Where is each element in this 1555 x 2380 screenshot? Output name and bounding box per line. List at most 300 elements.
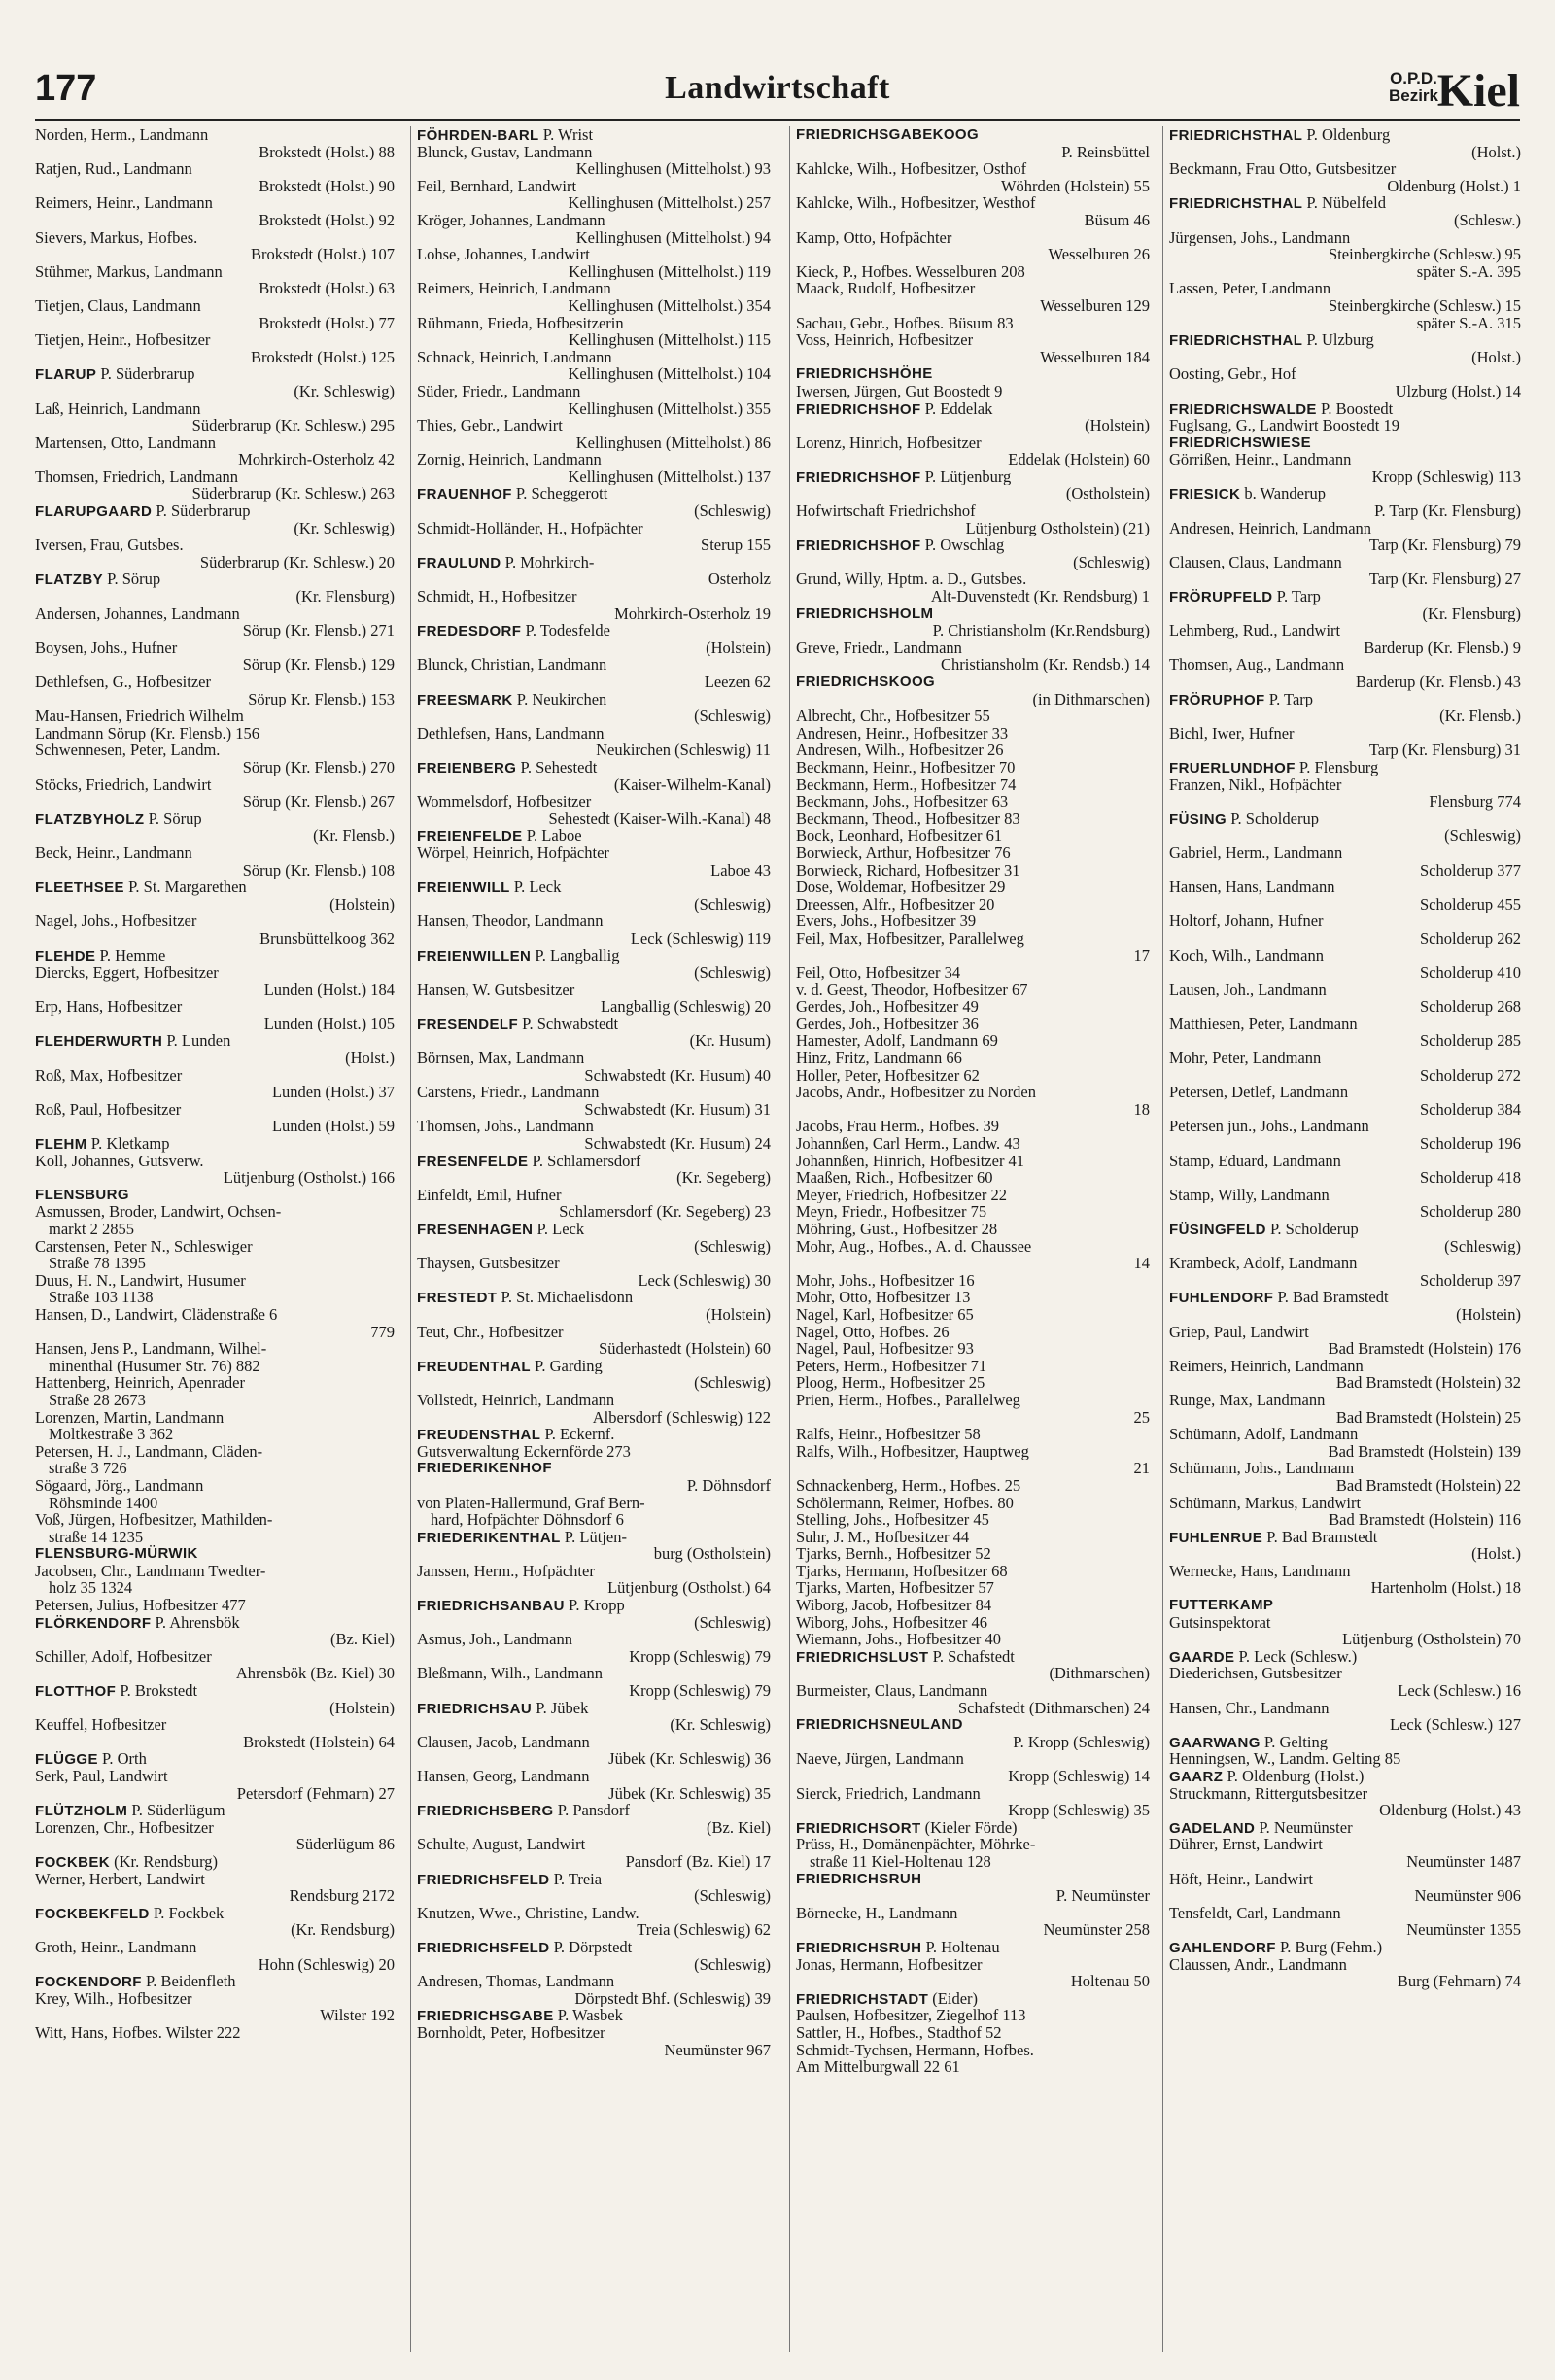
entry-location: Scholderup 384: [1419, 1100, 1521, 1119]
entry-line: Bleßmann, Wilh., Landmann: [417, 1665, 604, 1683]
place-heading: [1169, 1939, 1521, 1956]
post-office: P. Süderbrarup: [96, 365, 195, 383]
entry-line: Mau-Hansen, Friedrich Wilhelm: [35, 707, 244, 725]
post-office: P. Owschlag: [920, 536, 1005, 554]
post-office: (Kieler Förde): [920, 1818, 1018, 1837]
entry-location: P. Tarp (Kr. Flensburg): [1374, 502, 1521, 520]
entry-location: Bad Bramstedt (Holstein) 176: [1328, 1340, 1521, 1358]
entry-line: Borwieck, Richard, Hofbesitzer 31: [796, 861, 1020, 880]
entry-location: (Kr. Husum): [689, 1032, 771, 1051]
entry-line: Wiemann, Johs., Hofbesitzer 40: [796, 1631, 1002, 1648]
entry-location: (Holstein): [1085, 417, 1150, 434]
place-name: FLEHM: [35, 1136, 87, 1153]
entry-location: Scholderup 418: [1419, 1169, 1521, 1187]
entry-line: Mohr, Johs., Hofbesitzer 16: [796, 1271, 975, 1290]
place-heading: [417, 1529, 771, 1546]
entry-location: Sörup Kr. Flensb.) 153: [248, 690, 395, 708]
place-heading: [417, 554, 771, 571]
entry-location: Kellinghusen (Mittelholst.) 93: [575, 160, 771, 178]
entry-line: Gerdes, Joh., Hofbesitzer 49: [796, 998, 979, 1016]
place-name: GADELAND: [1169, 1819, 1256, 1837]
post-office: P. Flensburg: [1295, 758, 1379, 776]
entry-location: Büsum 46: [1084, 211, 1150, 229]
entry-location: Leck (Schleswig) 119: [630, 929, 771, 948]
entry-line: Dose, Woldemar, Hofbesitzer 29: [796, 879, 1006, 896]
post-office: P. Wrist: [538, 126, 594, 144]
post-office: P. Neukirchen: [512, 690, 607, 708]
entry-line: Roß, Max, Hofbesitzer: [35, 1066, 183, 1085]
entry-location: Kropp (Schleswig) 35: [1008, 1802, 1150, 1819]
entry-line: Gutsverwaltung Eckernförde 273: [417, 1442, 631, 1461]
post-office: P. St. Margarethen: [123, 879, 247, 896]
entry-location: Mohrkirch-Osterholz 42: [238, 451, 395, 468]
entry-location: Kellinghusen (Mittelholst.) 94: [575, 228, 771, 247]
entry-line: Erp, Hans, Hofbesitzer: [35, 998, 183, 1016]
entry-location: Scholderup 397: [1419, 1271, 1521, 1290]
entry-continuation: hard, Hofpächter Döhnsdorf 6: [431, 1511, 624, 1529]
entry-line: Schiller, Adolf, Hofbesitzer: [35, 1647, 212, 1666]
entry-location: (Schleswig): [694, 1613, 771, 1632]
entry-location: Hohn (Schleswig) 20: [258, 1955, 395, 1974]
entry-line: Nagel, Paul, Hofbesitzer 93: [796, 1340, 974, 1358]
entry-line: Tietjen, Claus, Landmann: [35, 296, 201, 315]
place-heading: [417, 485, 771, 502]
entry-location: P. Kropp (Schleswig): [1013, 1733, 1150, 1751]
entry-location: Süderbrarup (Kr. Schlesw.) 20: [199, 553, 395, 571]
entry-location: Neukirchen (Schleswig) 11: [596, 742, 771, 759]
entry-location: Schwabstedt (Kr. Husum) 31: [584, 1100, 771, 1119]
entry-line: Hansen, Chr., Landmann: [1169, 1699, 1330, 1717]
place-name: FUHLENRUE: [1169, 1529, 1263, 1546]
entry-location: Bad Bramstedt (Holstein) 25: [1335, 1408, 1521, 1427]
entry-line: Thomsen, Aug., Landmann: [1169, 656, 1345, 673]
place-name: FRIEDRICHSBERG: [417, 1803, 554, 1819]
entry-line: v. d. Geest, Theodor, Hofbesitzer 67: [796, 981, 1028, 999]
entry-line: Börnecke, H., Landmann: [796, 1904, 958, 1922]
post-office: P. Lütjen-: [560, 1528, 627, 1546]
entry-location: Lunden (Holst.) 105: [263, 1015, 395, 1033]
page-number: 177: [35, 68, 97, 109]
post-office: P. Schwabstedt: [518, 1015, 619, 1033]
place-name: FRUERLUNDHOF: [1169, 759, 1296, 776]
column-3: [789, 126, 1150, 2352]
entry-location: Scholderup 280: [1419, 1203, 1521, 1221]
entry-location: (Kr. Schleswig): [294, 382, 395, 400]
place-heading: [796, 126, 1150, 144]
post-office: P. Ulzburg: [1302, 331, 1374, 349]
entry-line: Henningsen, W., Landm. Gelting 85: [1169, 1750, 1401, 1768]
place-name: FLOTTHOF: [35, 1683, 117, 1700]
entry-line: Hansen, D., Landwirt, Clädenstraße 6: [35, 1305, 278, 1324]
place-heading: [417, 2007, 771, 2024]
entry-location: Sörup (Kr. Flensb.) 267: [242, 793, 395, 811]
place-name: FRIEDRICHSHOLM: [796, 604, 934, 622]
post-office: P. St. Michaelisdonn: [497, 1289, 634, 1306]
entry-location: Tarp (Kr. Flensburg) 79: [1368, 536, 1521, 554]
entry-line: Sögaard, Jörg., Landmann: [35, 1476, 204, 1495]
entry-continuation: straße 3 726: [49, 1460, 127, 1477]
entry-line: Peters, Herm., Hofbesitzer 71: [796, 1357, 987, 1375]
place-heading: [35, 1614, 395, 1632]
entry-location: Wesselburen 184: [1040, 348, 1150, 366]
place-heading: [35, 1545, 395, 1563]
entry-line: Reimers, Heinrich, Landmann: [417, 280, 611, 297]
post-office: P. Scheggerott: [511, 485, 608, 503]
entry-line: Rühmann, Frieda, Hofbesitzerin: [417, 314, 624, 332]
entry-line: Ratjen, Rud., Landmann: [35, 160, 192, 178]
post-office: (Eider): [928, 1989, 979, 2008]
entry-location: Scholderup 272: [1419, 1066, 1521, 1085]
entry-line: Schnack, Heinrich, Landmann: [417, 348, 612, 366]
entry-line: Gerdes, Joh., Hofbesitzer 36: [796, 1015, 979, 1033]
entry-line: Kröger, Johannes, Landmann: [417, 211, 605, 229]
place-name: GAARDE: [1169, 1648, 1235, 1666]
entry-location: (Holstein): [1456, 1305, 1521, 1324]
entry-line: Norden, Herm., Landmann: [35, 126, 209, 144]
entry-line: Dethlefsen, G., Hofbesitzer: [35, 673, 211, 691]
entry-line: Hansen, Hans, Landmann: [1169, 879, 1335, 896]
place-name: FLARUP: [35, 366, 97, 383]
entry-line: Johannßen, Carl Herm., Landw. 43: [796, 1135, 1020, 1153]
entry-location: Brokstedt (Holst.) 92: [259, 211, 395, 229]
entry-line: Andersen, Johannes, Landmann: [35, 604, 240, 623]
entry-line: Dührer, Ernst, Landwirt: [1169, 1836, 1323, 1853]
post-office: P. Oldenburg (Holst.): [1223, 1768, 1365, 1785]
entry-line: Thomsen, Johs., Landmann: [417, 1118, 594, 1136]
entry-location: (Holstein): [329, 1699, 395, 1717]
entry-line: Teut, Chr., Hofbesitzer: [417, 1323, 564, 1341]
entry-location: Mohrkirch-Osterholz 19: [614, 604, 771, 623]
entry-line: Stühmer, Markus, Landmann: [35, 262, 223, 281]
entry-line: Wiborg, Johs., Hofbesitzer 46: [796, 1613, 988, 1632]
post-office: P. Bad Bramstedt: [1273, 1289, 1389, 1306]
post-office: P. Langballig: [531, 947, 620, 965]
place-name: FRESTEDT: [417, 1290, 498, 1306]
entry-line: Voss, Heinrich, Hofbesitzer: [796, 331, 974, 349]
post-office: b. Wanderup: [1240, 485, 1326, 503]
entry-line: Kahlcke, Wilh., Hofbesitzer, Westhof: [796, 194, 1036, 212]
place-heading: [35, 1973, 395, 1990]
entry-line: Clausen, Jacob, Landmann: [417, 1733, 590, 1751]
entry-location: (Kr. Segeberg): [676, 1169, 771, 1187]
place-heading: [417, 622, 771, 639]
entry-line: Vollstedt, Heinrich, Landmann: [417, 1391, 615, 1409]
place-name: FLÖRKENDORF: [35, 1614, 152, 1632]
entry-line: Feil, Max, Hofbesitzer, Parallelweg: [796, 929, 1024, 948]
entry-location: 14: [1133, 1255, 1150, 1272]
entry-location: (Schleswig): [1444, 827, 1521, 845]
place-name: FRIEDRICHSWIESE: [1169, 433, 1312, 451]
column-4: [1162, 126, 1521, 2352]
entry-line: Hansen, W. Gutsbesitzer: [417, 981, 575, 999]
entry-line: Jacobsen, Chr., Landmann Twedter-: [35, 1562, 266, 1580]
entry-line: Wiborg, Jacob, Hofbesitzer 84: [796, 1597, 992, 1614]
entry-line: Andresen, Thomas, Landmann: [417, 1973, 615, 1990]
entry-location: Lunden (Holst.) 184: [263, 981, 395, 999]
entry-location: Rendsburg 2172: [289, 1887, 395, 1905]
place-heading: [417, 759, 771, 776]
entry-line: Asmus, Joh., Landmann: [417, 1631, 572, 1648]
entry-line: Sachau, Gebr., Hofbes. Büsum 83: [796, 314, 1014, 332]
entry-continuation: Straße 28 2673: [49, 1391, 146, 1409]
entry-location: Schlamersdorf (Kr. Segeberg) 23: [559, 1203, 771, 1221]
entry-location: Dörpstedt Bhf. (Schleswig) 39: [574, 1989, 771, 2008]
column-1: [35, 126, 395, 2352]
place-name: FRAULUND: [417, 554, 501, 571]
entry-location: Neumünster 1487: [1406, 1852, 1521, 1871]
post-office: P. Gelting: [1260, 1733, 1328, 1751]
entry-location: Brokstedt (Holst.) 107: [250, 246, 395, 263]
entry-line: Meyn, Friedr., Hofbesitzer 75: [796, 1203, 987, 1221]
entry-location: Alt-Duvenstedt (Kr. Rendsburg) 1: [930, 588, 1150, 605]
entry-location: Scholderup 268: [1419, 998, 1521, 1016]
post-office: P. Sörup: [103, 570, 161, 589]
entry-location: Bad Bramstedt (Holstein) 22: [1335, 1476, 1521, 1495]
place-name: FRIEDRICHSLUST: [796, 1648, 929, 1666]
entry-continuation: straße 11 Kiel-Holtenau 128: [810, 1852, 991, 1871]
place-heading: [35, 1032, 395, 1050]
post-office: P. Garding: [530, 1357, 603, 1375]
entry-line: Lassen, Peter, Landmann: [1169, 280, 1331, 297]
place-heading: [35, 502, 395, 520]
entry-line: Meyer, Friedrich, Hofbesitzer 22: [796, 1186, 1007, 1204]
entry-line: Struckmann, Rittergutsbesitzer: [1169, 1784, 1368, 1803]
entry-line: Schulte, August, Landwirt: [417, 1836, 586, 1853]
entry-location: Lütjenburg Ostholstein) (21): [965, 519, 1150, 537]
place-name: FRIEDERIKENHOF: [417, 1460, 552, 1477]
entry-line: Witt, Hans, Hofbes. Wilster 222: [35, 2023, 241, 2042]
entry-line: Holtorf, Johann, Hufner: [1169, 913, 1324, 930]
place-name: FRIEDRICHSTHAL: [1169, 195, 1303, 212]
entry-location: (Kr. Flensburg): [1422, 604, 1521, 623]
place-heading: [1169, 126, 1521, 144]
entry-line: Hattenberg, Heinrich, Apenrader: [35, 1374, 245, 1392]
entry-location: (Schleswig): [694, 1374, 771, 1392]
place-name: GAARWANG: [1169, 1734, 1261, 1751]
place-heading: [1169, 588, 1521, 605]
entry-location: Sörup (Kr. Flensb.) 270: [242, 758, 395, 776]
place-heading: [417, 1426, 771, 1443]
place-name: FLARUPGAARD: [35, 503, 153, 520]
entry-line: Koch, Wilh., Landmann: [1169, 947, 1324, 965]
entry-line: Grund, Willy, Hptm. a. D., Gutsbes.: [796, 570, 1027, 589]
entry-location: Jübek (Kr. Schleswig) 35: [608, 1784, 771, 1803]
entry-location: Bad Bramstedt (Holstein) 32: [1335, 1374, 1521, 1392]
entry-location: Tarp (Kr. Flensburg) 31: [1368, 742, 1521, 759]
place-heading: [796, 1990, 1150, 2008]
place-heading: [35, 1750, 395, 1768]
entry-location: Schafstedt (Dithmarschen) 24: [957, 1699, 1150, 1717]
place-name: FRIEDERIKENTHAL: [417, 1529, 561, 1546]
entry-location: Kropp (Schleswig) 79: [629, 1682, 771, 1700]
place-name: FUHLENDORF: [1169, 1290, 1274, 1306]
place-heading: [35, 365, 395, 383]
place-heading: [1169, 194, 1521, 212]
place-name: FRIEDRICHSTHAL: [1169, 127, 1303, 144]
entry-line: Hofwirtschaft Friedrichshof: [796, 502, 976, 520]
post-office: P. Schafstedt: [928, 1647, 1015, 1666]
entry-line: Hinz, Fritz, Landmann 66: [796, 1050, 962, 1067]
entry-line: Schümann, Markus, Landwirt: [1169, 1494, 1362, 1512]
entry-line: Carstensen, Peter N., Schleswiger: [35, 1237, 253, 1256]
bezirk-label: Bezirk: [1388, 86, 1438, 105]
entry-line: Mohr, Aug., Hofbes., A. d. Chaussee: [796, 1237, 1032, 1256]
entry-location: Schwabstedt (Kr. Husum) 24: [584, 1135, 771, 1153]
post-office: P. Scholderup: [1265, 1221, 1359, 1238]
entry-location: (Schleswig): [694, 502, 771, 520]
entry-line: Martensen, Otto, Landmann: [35, 433, 217, 452]
place-heading: [1169, 1648, 1521, 1666]
entry-location: Brokstedt (Holst.) 125: [250, 348, 395, 366]
entry-line: Feil, Otto, Hofbesitzer 34: [796, 964, 961, 982]
place-heading: [35, 570, 395, 588]
place-heading: [417, 126, 771, 144]
post-office: P. Mohrkirch-: [501, 553, 595, 571]
entry-line: Andresen, Wilh., Hofbesitzer 26: [796, 742, 1004, 759]
entry-line: Bock, Leonhard, Hofbesitzer 61: [796, 827, 1003, 845]
entry-location: Brokstedt (Holst.) 90: [259, 177, 395, 195]
place-heading: [35, 1187, 395, 1204]
place-heading: [1169, 1221, 1521, 1238]
opd-abbrev: O.P.D.: [1390, 69, 1437, 87]
entry-line: Jürgensen, Johs., Landmann: [1169, 228, 1351, 247]
entry-line: Griep, Paul, Landwirt: [1169, 1323, 1309, 1341]
entry-location: Scholderup 262: [1419, 929, 1521, 948]
entry-location: Lütjenburg (Ostholst.) 166: [223, 1169, 395, 1187]
entry-line: Wörpel, Heinrich, Hofpächter: [417, 844, 609, 862]
entry-line: Beckmann, Frau Otto, Gutsbesitzer: [1169, 160, 1397, 178]
place-name: FRIEDRICHSRUH: [796, 1870, 922, 1887]
entry-location: Hartenholm (Holst.) 18: [1370, 1579, 1521, 1598]
entry-line: Claussen, Andr., Landmann: [1169, 1955, 1347, 1974]
entry-line: Hansen, Theodor, Landmann: [417, 913, 604, 930]
entry-location: (Ostholstein): [1065, 485, 1150, 503]
entry-line: Beckmann, Heinr., Hofbesitzer 70: [796, 758, 1016, 776]
place-name: FRESENFELDE: [417, 1153, 529, 1170]
post-office: P. Süderbrarup: [152, 502, 251, 520]
entry-line: Gabriel, Herm., Landmann: [1169, 844, 1343, 862]
post-office: P. Sörup: [144, 810, 202, 828]
entry-line: Beckmann, Herm., Hofbesitzer 74: [796, 776, 1017, 794]
entry-line: Tjarks, Hermann, Hofbesitzer 68: [796, 1562, 1008, 1580]
entry-line: Lorenzen, Martin, Landmann: [35, 1408, 225, 1427]
place-heading: [417, 1460, 771, 1477]
place-heading: [796, 468, 1150, 486]
place-heading: [796, 1819, 1150, 1837]
entry-continuation: Straße 78 1395: [49, 1255, 146, 1272]
place-name: FLATZBYHOLZ: [35, 811, 145, 828]
place-name: FRIEDRICHSFELD: [417, 1871, 550, 1888]
place-name: FLENSBURG-MÜRWIK: [35, 1545, 198, 1563]
entry-line: Prien, Herm., Hofbes., Parallelweg: [796, 1391, 1020, 1409]
entry-line: Iwersen, Jürgen, Gut Boostedt 9: [796, 382, 1003, 400]
entry-line: Stamp, Eduard, Landmann: [1169, 1152, 1341, 1170]
place-heading: [1169, 811, 1521, 828]
place-name: FRIEDRICHSANBAU: [417, 1598, 565, 1614]
entry-location: (Kaiser-Wilhelm-Kanal): [613, 776, 771, 794]
entry-location: P. Christiansholm (Kr.Rendsburg): [932, 622, 1150, 639]
place-heading: [35, 1682, 395, 1700]
post-office: P. Kropp: [564, 1597, 625, 1614]
entry-line: Börnsen, Max, Landmann: [417, 1050, 585, 1067]
place-heading: [796, 1871, 1150, 1888]
place-name: FRIEDRICHSHOF: [796, 468, 921, 486]
entry-location: 17: [1133, 947, 1150, 965]
entry-location: Albersdorf (Schleswig) 122: [592, 1408, 771, 1427]
place-name: FRIEDRICHSHÖHE: [796, 365, 933, 383]
entry-location: Laboe 43: [710, 861, 771, 880]
entry-line: Nagel, Johs., Hofbesitzer: [35, 913, 197, 930]
entry-line: Hansen, Jens P., Landmann, Wilhel-: [35, 1340, 267, 1358]
post-office: P. Ahrensbök: [151, 1613, 240, 1632]
entry-location: Sörup (Kr. Flensb.) 271: [242, 622, 395, 639]
entry-line: Fuglsang, G., Landwirt Boostedt 19: [1169, 417, 1400, 434]
entry-line: Reimers, Heinr., Landmann: [35, 194, 213, 212]
entry-line: Zornig, Heinrich, Landmann: [417, 451, 602, 468]
place-heading: [35, 1853, 395, 1871]
entry-line: Feil, Bernhard, Landwirt: [417, 177, 577, 195]
entry-location: (Schleswig): [694, 895, 771, 914]
post-office: P. Scholderup: [1227, 810, 1319, 828]
entry-line: Tietjen, Heinr., Hofbesitzer: [35, 331, 211, 349]
entry-location: Süderbrarup (Kr. Schlesw.) 295: [191, 417, 395, 434]
place-heading: [417, 1939, 771, 1956]
entry-line: Duus, H. N., Landwirt, Husumer: [35, 1271, 246, 1290]
post-office: P. Jübek: [532, 1699, 589, 1717]
place-name: FÜSING: [1169, 811, 1227, 828]
place-heading: [1169, 1289, 1521, 1306]
entry-location: Neumünster 906: [1414, 1887, 1521, 1905]
entry-line: Görrißen, Heinr., Landmann: [1169, 451, 1352, 468]
place-heading: [1169, 331, 1521, 349]
place-heading: [1169, 400, 1521, 418]
entry-line: Kieck, P., Hofbes. Wesselburen 208: [796, 262, 1025, 281]
entry-location: Oldenburg (Holst.) 43: [1379, 1802, 1521, 1819]
post-office: P. Todesfelde: [521, 622, 610, 639]
entry-line: Mohr, Otto, Hofbesitzer 13: [796, 1289, 971, 1306]
entry-line: Petersen, H. J., Landmann, Cläden-: [35, 1442, 263, 1461]
entry-line: Schölermann, Reimer, Hofbes. 80: [796, 1494, 1014, 1512]
place-name: FLEETHSEE: [35, 880, 124, 896]
entry-location: (Kr. Rendsburg): [291, 1921, 395, 1939]
entry-line: Maaßen, Rich., Hofbesitzer 60: [796, 1169, 993, 1187]
entry-line: Matthiesen, Peter, Landmann: [1169, 1015, 1358, 1033]
post-office: P. Brokstedt: [116, 1682, 198, 1700]
post-office: P. Neumünster: [1255, 1818, 1353, 1837]
entry-location: (Kr. Schleswig): [670, 1716, 771, 1734]
entry-line: Stelling, Johs., Hofbesitzer 45: [796, 1511, 989, 1529]
entry-continuation: Moltkestraße 3 362: [49, 1426, 174, 1443]
entry-line: Prüss, H., Domänenpächter, Möhrke-: [796, 1836, 1036, 1853]
place-name: FLENSBURG: [35, 1186, 129, 1203]
entry-line: Lorenzen, Chr., Hofbesitzer: [35, 1818, 214, 1837]
entry-location: Sehestedt (Kaiser-Wilh.-Kanal) 48: [548, 810, 771, 828]
entry-line: Dethlefsen, Hans, Landmann: [417, 724, 605, 742]
entry-location: (Kr. Flensb.): [313, 827, 395, 845]
entry-line: Am Mittelburgwall 22 61: [796, 2058, 960, 2076]
entry-line: Sattler, H., Hofbes., Stadthof 52: [796, 2023, 1002, 2042]
place-name: FREDESDORF: [417, 623, 522, 639]
entry-location: Oldenburg (Holst.) 1: [1387, 177, 1521, 195]
entry-continuation: straße 14 1235: [49, 1528, 144, 1546]
entry-location: Burg (Fehmarn) 74: [1397, 1973, 1521, 1990]
entry-location: später S.-A. 315: [1416, 314, 1521, 332]
entry-line: Ploog, Herm., Hofbesitzer 25: [796, 1374, 985, 1392]
entry-continuation: markt 2 2855: [49, 1221, 134, 1238]
post-office: P. Laboe: [522, 827, 582, 845]
entry-line: Schwennesen, Peter, Landm.: [35, 742, 221, 759]
entry-location: 18: [1133, 1100, 1150, 1119]
